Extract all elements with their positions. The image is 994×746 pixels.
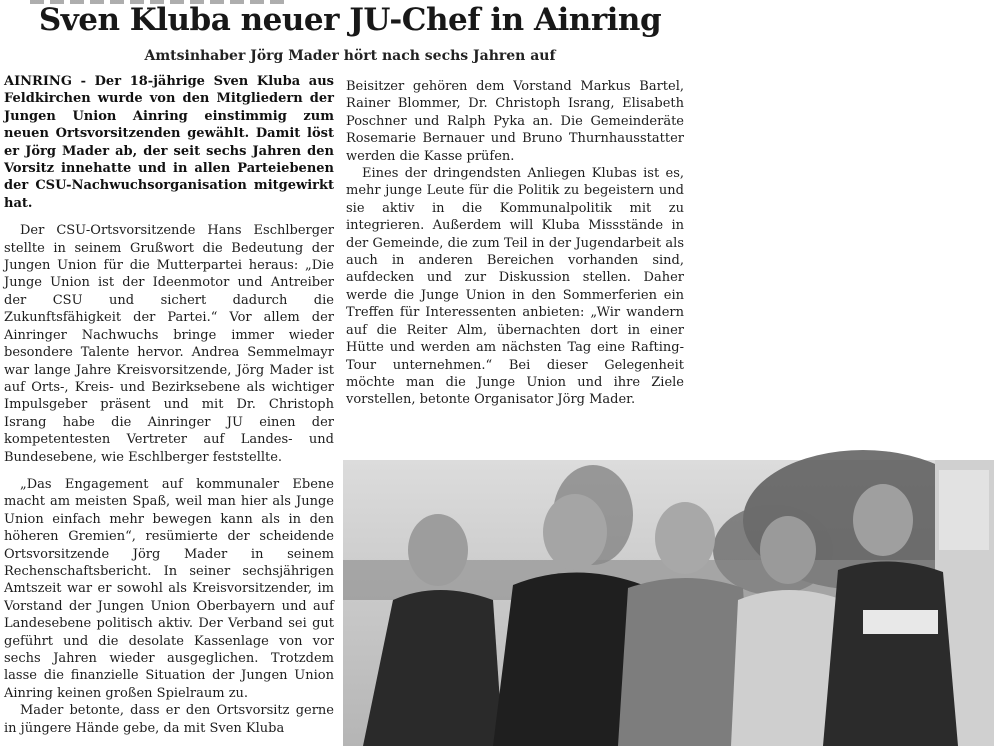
body-paragraph: Der CSU-Ortsvorsitzende Hans Eschlberger stellte in seinem Grußwort die Bedeutung der Jungen Union für die Mutterpartei heraus: „Die Junge Union ist der Ideenmotor und Antreiber der CSU und sichert dadurch die Zukunftsfähigkeit der Partei.“ Vor allem der Ainringer Nachwuchs bringe immer wieder besondere Talente hervor. Andrea Semmelmayr war lange Jahre Kreisvorsitzende, Jörg Mader ist auf Orts-, Kreis- und Bezirksebene als wichtiger Impulsgeber präsent und mit Dr. Christoph Israng habe die Ainringer JU einen der kompetentesten Vertreter auf Landes- und Bundesebene, wie Eschlberger feststellte. [4,223,334,465]
group-photo [343,460,994,746]
body-paragraph: „Das Engagement auf kommunaler Ebene macht am meisten Spaß, weil man hier als Junge Union einfach mehr bewegen kann als in den höheren Gremien“, resümierte der scheidende Ortsvorsitzende Jörg Mader in seinem Rechenschaftsbericht. In seiner sechsjährigen Amtszeit war er sowohl als Kreisvorsitzender, im Vorstand der Jungen Union Oberbayern und auf Landesebene politisch aktiv. Der Verband sei gut geführt und die desolate Kassenlage von vor sechs Jahren wieder ausgeglichen. Trotzdem lasse die finanzielle Situation der Jungen Union Ainring keinen großen Spielraum zu. [4,476,334,701]
article-column-right [346,78,684,409]
body-paragraph: Eines der dringendsten Anliegen Klubas ist es, mehr junge Leute für die Politik zu begeistern und sie aktiv in die Kommunalpolitik mit zu integrieren. Außerdem will Kluba Missstände in der Gemeinde, die zum Teil in der Jugendarbeit als auch in anderen Bereichen vorhanden sind, aufdecken und zur Diskussion stellen. Daher werde die Junge Union in den Sommerferien ein Treffen für Interessenten anbieten: „Wir wandern auf die Reiter Alm, übernachten dort in einer Hütte und werden am nächsten Tag eine Rafting-Tour unternehmen.“ Bei dieser Gelegenheit möchte man die Junge Union und ihre Ziele vorstellen, betonte Organisator Jörg Mader. [346,166,684,408]
group-photo-drawing [343,460,994,746]
article-column-left [4,73,334,736]
body-paragraph-truncated: Mader betonte, dass er den Ortsvorsitz gerne in jüngere Hände gebe, da mit Sven Kluba [4,703,334,736]
headline: Sven Kluba neuer JU-Chef in Ainring [38,2,662,38]
intro-paragraph: AINRING - Der 18-jährige Sven Kluba aus Feldkirchen wurde von den Mitgliedern der Jungen Union Ainring einstimmig zum neuen Ortsvorsitzenden gewählt. Damit löst er Jörg Mader ab, der seit sechs Jahren den Vorsitz innehatte und in allen Parteiebenen der CSU-Nachwuchsorganisation mitgewirkt hat. [4,74,334,211]
body-paragraph: Beisitzer gehören dem Vorstand Markus Bartel, Rainer Blommer, Dr. Christoph Israng, Elisabeth Poschner und Ralph Pyka an. Die Gemeinderäte Rosemarie Bernauer und Bruno Thurnhausstatter werden die Kasse prüfen. [346,79,684,164]
subheadline: Amtsinhaber Jörg Mader hört nach sechs Jahren auf [144,48,556,64]
